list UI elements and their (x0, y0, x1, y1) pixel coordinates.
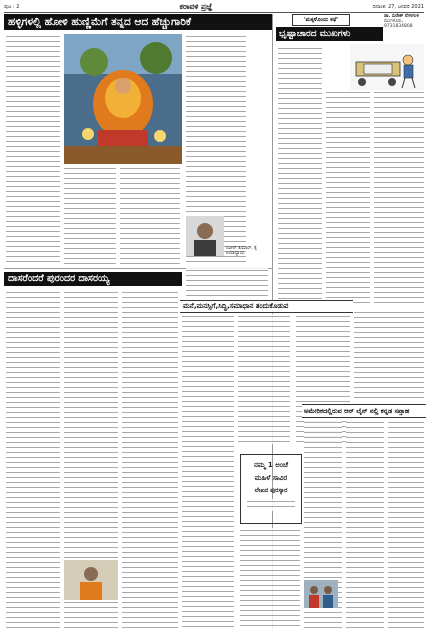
bottom-headline: ಅಮೇರಿಕದಲ್ಲಿರುವ ಆನ್ ಲೈನ್ ನಲ್ಲಿ ಕನ್ನಡ ಸಪ್ತಾಹ (302, 404, 426, 418)
portrait-caption: ನವೀನ್ ಕುಮಾರ್, ಕೈ ಉಪಾಧ್ಯಾಯ (226, 246, 258, 256)
column-kicker: 'ಮಕ್ಕಳೊಂದು ಕಥೆ' (303, 17, 339, 23)
page-header (4, 2, 424, 13)
column-kicker-box (292, 14, 350, 26)
cartoon-illustration (350, 44, 424, 90)
second-headline: ದಾಸರೆಂದರೆ ಪುರಂದರ ದಾಸರಯ್ಯ (4, 272, 182, 286)
right-lower-col1 (354, 310, 424, 402)
lead-body-col3 (120, 166, 180, 266)
lead-headline: ಹಳ್ಳಿಗಳಲ್ಲಿ ಹೋಳಿ ಹುಣ್ಣಿಮೆಗೆ ತನ್ನದ ಆದ ಹೆಚ್ಚುಗಾರಿಕೆ (4, 14, 272, 30)
bottom-body-col2 (346, 420, 384, 630)
notice-line3: ಲೇಖನ ಪುರಸ್ಕಾರ (254, 487, 288, 494)
lead-body-col2b (64, 166, 116, 266)
third-body-col2 (238, 314, 290, 444)
page-number: ಪುಟ : 2 (4, 4, 20, 10)
notice-body (247, 499, 295, 511)
festival-photo (64, 34, 182, 164)
saint-portrait (64, 560, 118, 600)
festival-illustration (64, 34, 182, 164)
column-body-col2 (326, 90, 370, 306)
column-headline: ಭೃಷ್ಟಾಚಾರದ ಮುಖಗಳು (276, 27, 383, 41)
cartoon-drawing (350, 44, 424, 90)
column-byline (384, 14, 424, 38)
column-body-col1 (278, 46, 322, 306)
notice-line2: ಮಹಿಳೆ ಸಾವಿರ (254, 474, 288, 482)
bottom-photo (304, 580, 338, 608)
bottom-body-col3 (388, 420, 424, 630)
lead-body-col1 (6, 34, 60, 264)
byline-name: ಡಾ. ಸುರೇಶ್ ನೆಗಳಗುಳಿ (384, 14, 419, 19)
second-body-col1 (6, 290, 60, 630)
paper-name: ಕರಾವಳಿ ಪ್ರಜ್ಞೆ (179, 2, 213, 11)
third-body-col1 (182, 314, 234, 630)
notice-below (240, 528, 300, 630)
notice-box (240, 454, 302, 524)
group-photo (304, 580, 338, 608)
middle-body-top (186, 268, 268, 304)
third-headline: ಮನೆ,ಮನಸ್ಸಿಗೆ,ಸಿದ್ಧಿ,ಸಮಾಧಾನ ತಂದುಕೊಡುವ (180, 300, 353, 313)
portrait-photo (186, 216, 224, 256)
second-body-col3 (122, 290, 178, 630)
person-portrait (186, 216, 224, 256)
notice-line1: ನಮ್ಮ 1 ಅಂಚೆ (253, 461, 289, 469)
issue-date: ದಿನಾಂಕ: 27, ಜನವರಿ 2021 (372, 4, 424, 10)
byline-place: ಮಂಗಳೂರು, 9731834808 (384, 19, 413, 29)
second-article-photo (64, 560, 118, 600)
column-body-col3 (374, 90, 424, 306)
